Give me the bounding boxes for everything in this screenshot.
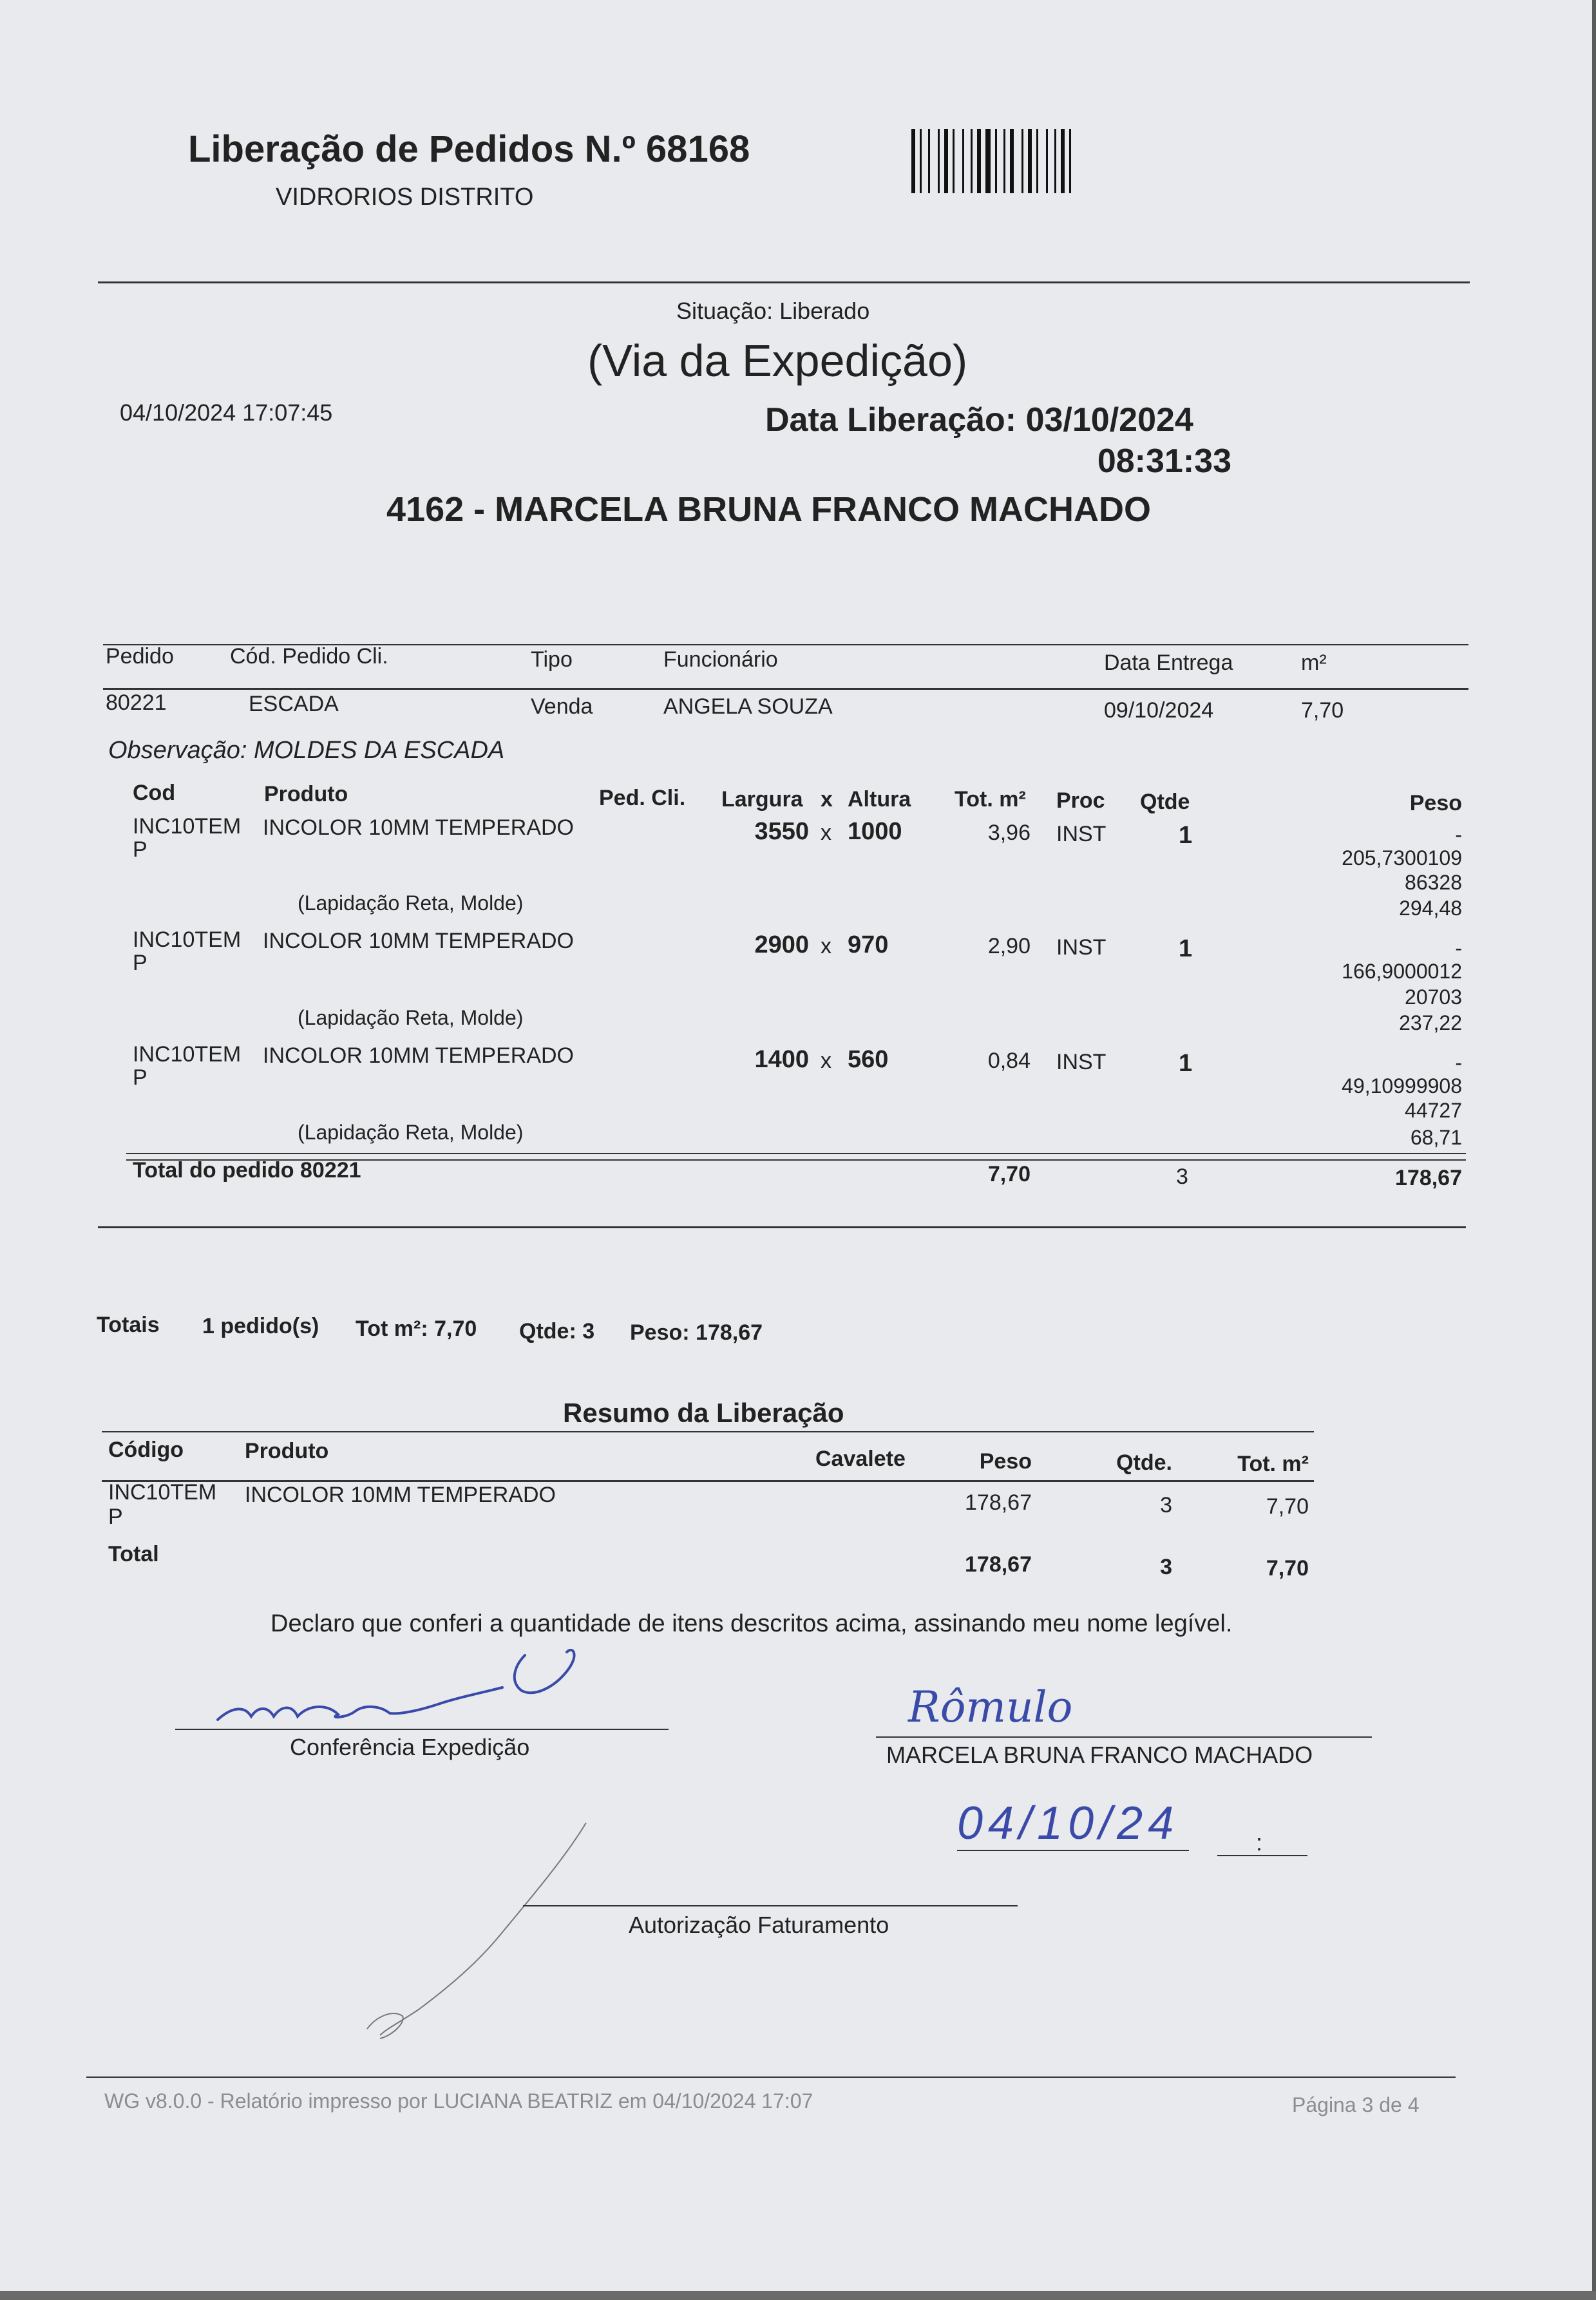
totais-m2: Tot m²: 7,70 [356,1316,477,1341]
col-ped-cli: Ped. Cli. [599,786,686,810]
barcode-bar [977,129,981,193]
col-peso: Peso [1409,791,1462,815]
totais-pedidos: 1 pedido(s) [202,1314,319,1338]
resumo-produto: INCOLOR 10MM TEMPERADO [245,1483,556,1507]
company-name: VIDRORIOS DISTRITO [276,184,534,211]
barcode-bar [995,129,997,193]
resumo-cod: INC10TEM [108,1480,217,1505]
item-altura: 970 [848,931,889,958]
col-qtde: Qtde [1140,790,1190,814]
total-pedido-m2: 7,70 [987,1162,1031,1186]
col-produto: Produto [264,782,348,806]
item-x: x [821,934,831,958]
barcode-bar [920,129,922,193]
item-tot-m2: 0,84 [987,1049,1031,1073]
total-pedido-qtde: 3 [1176,1164,1188,1189]
item-tot-m2: 2,90 [987,934,1031,958]
barcode [911,129,1156,193]
barcode-bar [944,129,948,193]
item-produto: INCOLOR 10MM TEMPERADO [263,815,575,840]
signature-line [876,1736,1372,1738]
observacao: Observação: MOLDES DA ESCADA [108,737,505,764]
header-pedido: Pedido [106,644,174,669]
item-largura: 1400 [754,1046,809,1073]
tipo-value: Venda [531,694,593,719]
footer-divider [86,2077,1456,2078]
col-largura: Largura [721,787,803,812]
conferencia-label: Conferência Expedição [290,1734,530,1760]
barcode-bar [1003,129,1005,193]
totais-qtde: Qtde: 3 [519,1319,595,1344]
item-peso-dash: - [1455,936,1462,960]
hora-liberacao: 08:31:33 [1097,442,1231,480]
item-cod: INC10TEM [133,814,242,839]
resumo-col-qtde: Qtde. [1116,1450,1172,1475]
item-peso-calc-cont: 86328 [1405,871,1462,894]
col-cod: Cod [133,781,176,805]
col-proc: Proc [1056,788,1105,813]
item-peso: 294,48 [1399,897,1462,920]
resumo-col-codigo: Código [108,1438,184,1462]
barcode-bar [1021,129,1023,193]
header-m2: m² [1301,651,1327,675]
signature-stroke [341,1816,612,2048]
resumo-cod-suffix: P [108,1505,123,1529]
item-detail: (Lapidação Reta, Molde) [298,1121,524,1144]
resumo-col-cavalete: Cavalete [815,1447,906,1471]
item-peso: 237,22 [1399,1011,1462,1034]
resumo-total-qtde: 3 [1160,1555,1172,1579]
header-cod-pedido-cli: Cód. Pedido Cli. [230,644,388,669]
item-proc: INST [1056,822,1107,846]
signature-line [523,1905,1018,1906]
item-proc: INST [1056,935,1107,960]
data-liberacao: Data Liberação: 03/10/2024 [765,401,1193,439]
divider [103,688,1468,690]
scan-edge [0,2291,1596,2300]
col-tot-m2: Tot. m² [955,787,1026,812]
item-peso: 68,71 [1410,1126,1462,1149]
header-funcionario: Funcionário [663,647,778,672]
divider [126,1153,1466,1154]
item-cod-suffix: P [133,951,147,975]
barcode-bar [962,129,964,193]
barcode-bar [1054,129,1056,193]
item-detail: (Lapidação Reta, Molde) [298,891,524,915]
date-line [957,1850,1189,1851]
item-peso-dash: - [1455,823,1462,846]
resumo-total-tot-m2: 7,70 [1266,1556,1309,1581]
footer-page: Página 3 de 4 [1292,2093,1420,2116]
divider [102,1431,1314,1432]
item-tot-m2: 3,96 [987,821,1031,845]
data-entrega-value: 09/10/2024 [1104,698,1214,723]
time-separator: : [1256,1829,1263,1856]
resumo-total-label: Total [108,1542,159,1566]
funcionario-value: ANGELA SOUZA [663,694,833,719]
barcode-bar [1028,129,1032,193]
resumo-col-peso: Peso [979,1449,1032,1474]
resumo-col-tot-m2: Tot. m² [1237,1452,1309,1476]
barcode-bar [1061,129,1065,193]
item-cod-suffix: P [133,837,147,862]
resumo-col-produto: Produto [245,1439,329,1463]
header-tipo: Tipo [531,647,573,672]
item-cod: INC10TEM [133,927,242,952]
item-detail: (Lapidação Reta, Molde) [298,1006,524,1029]
divider [98,1226,1466,1228]
item-cod: INC10TEM [133,1042,242,1067]
divider [98,281,1470,283]
via-label: (Via da Expedição) [587,336,968,386]
pedido-number: 80221 [106,690,167,715]
cliente-nome: 4162 - MARCELA BRUNA FRANCO MACHADO [386,490,1152,529]
col-altura: Altura [848,787,911,812]
total-pedido-peso: 178,67 [1395,1166,1462,1190]
scan-edge [1592,0,1596,2300]
barcode-bar [1010,129,1014,193]
barcode-bar [928,129,930,193]
item-peso-calc: 49,10999908 [1342,1074,1462,1098]
item-produto: INCOLOR 10MM TEMPERADO [263,1043,575,1068]
handwritten-date: 04/10/24 [957,1798,1179,1849]
item-peso-dash: - [1455,1051,1462,1074]
item-altura: 1000 [848,818,902,845]
header-data-entrega: Data Entrega [1104,651,1233,675]
item-proc: INST [1056,1050,1107,1074]
item-peso-calc-cont: 20703 [1405,985,1462,1009]
item-altura: 560 [848,1046,889,1073]
item-x: x [821,821,831,845]
resumo-total-peso: 178,67 [965,1552,1032,1577]
item-peso-calc: 166,9000012 [1342,960,1462,983]
barcode-bar [971,129,973,193]
resumo-tot-m2: 7,70 [1266,1494,1309,1519]
item-cod-suffix: P [133,1065,147,1090]
item-qtde: 1 [1179,1050,1193,1077]
item-largura: 2900 [754,931,809,958]
resumo-qtde: 3 [1160,1493,1172,1517]
autorizacao-label: Autorização Faturamento [629,1912,889,1938]
item-x: x [821,1049,831,1073]
item-largura: 3550 [754,818,809,845]
print-timestamp: 04/10/2024 17:07:45 [120,399,333,426]
item-peso-calc-cont: 44727 [1405,1099,1462,1122]
resumo-title: Resumo da Liberação [563,1398,844,1428]
barcode-bar [985,129,991,193]
cod-pedido-cli: ESCADA [249,692,339,716]
barcode-bar [1069,129,1071,193]
barcode-bar [1036,129,1038,193]
item-produto: INCOLOR 10MM TEMPERADO [263,929,575,953]
cliente-assinatura-nome: MARCELA BRUNA FRANCO MACHADO [886,1742,1313,1768]
situacao-label: Situação: Liberado [676,298,870,324]
report-title: Liberação de Pedidos N.º 68168 [188,128,750,170]
barcode-bar [911,129,915,193]
handwritten-name: Rômulo [908,1682,1073,1732]
m2-value: 7,70 [1301,698,1344,723]
item-qtde: 1 [1179,822,1193,849]
barcode-bar [938,129,940,193]
divider [102,1480,1314,1482]
col-x: x [821,787,833,812]
total-pedido-label: Total do pedido 80221 [133,1158,361,1183]
barcode-bar [953,129,955,193]
signature-line [175,1729,669,1730]
barcode-bar [1046,129,1048,193]
totais-label: Totais [97,1313,160,1337]
declaracao: Declaro que conferi a quantidade de itens descritos acima, assinando meu nome legível. [271,1610,1233,1637]
footer-left: WG v8.0.0 - Relatório impresso por LUCIANA BEATRIZ em 04/10/2024 17:07 [104,2089,813,2113]
totais-peso: Peso: 178,67 [630,1320,763,1345]
item-peso-calc: 205,7300109 [1342,846,1462,870]
resumo-peso: 178,67 [965,1490,1032,1515]
item-qtde: 1 [1179,935,1193,962]
